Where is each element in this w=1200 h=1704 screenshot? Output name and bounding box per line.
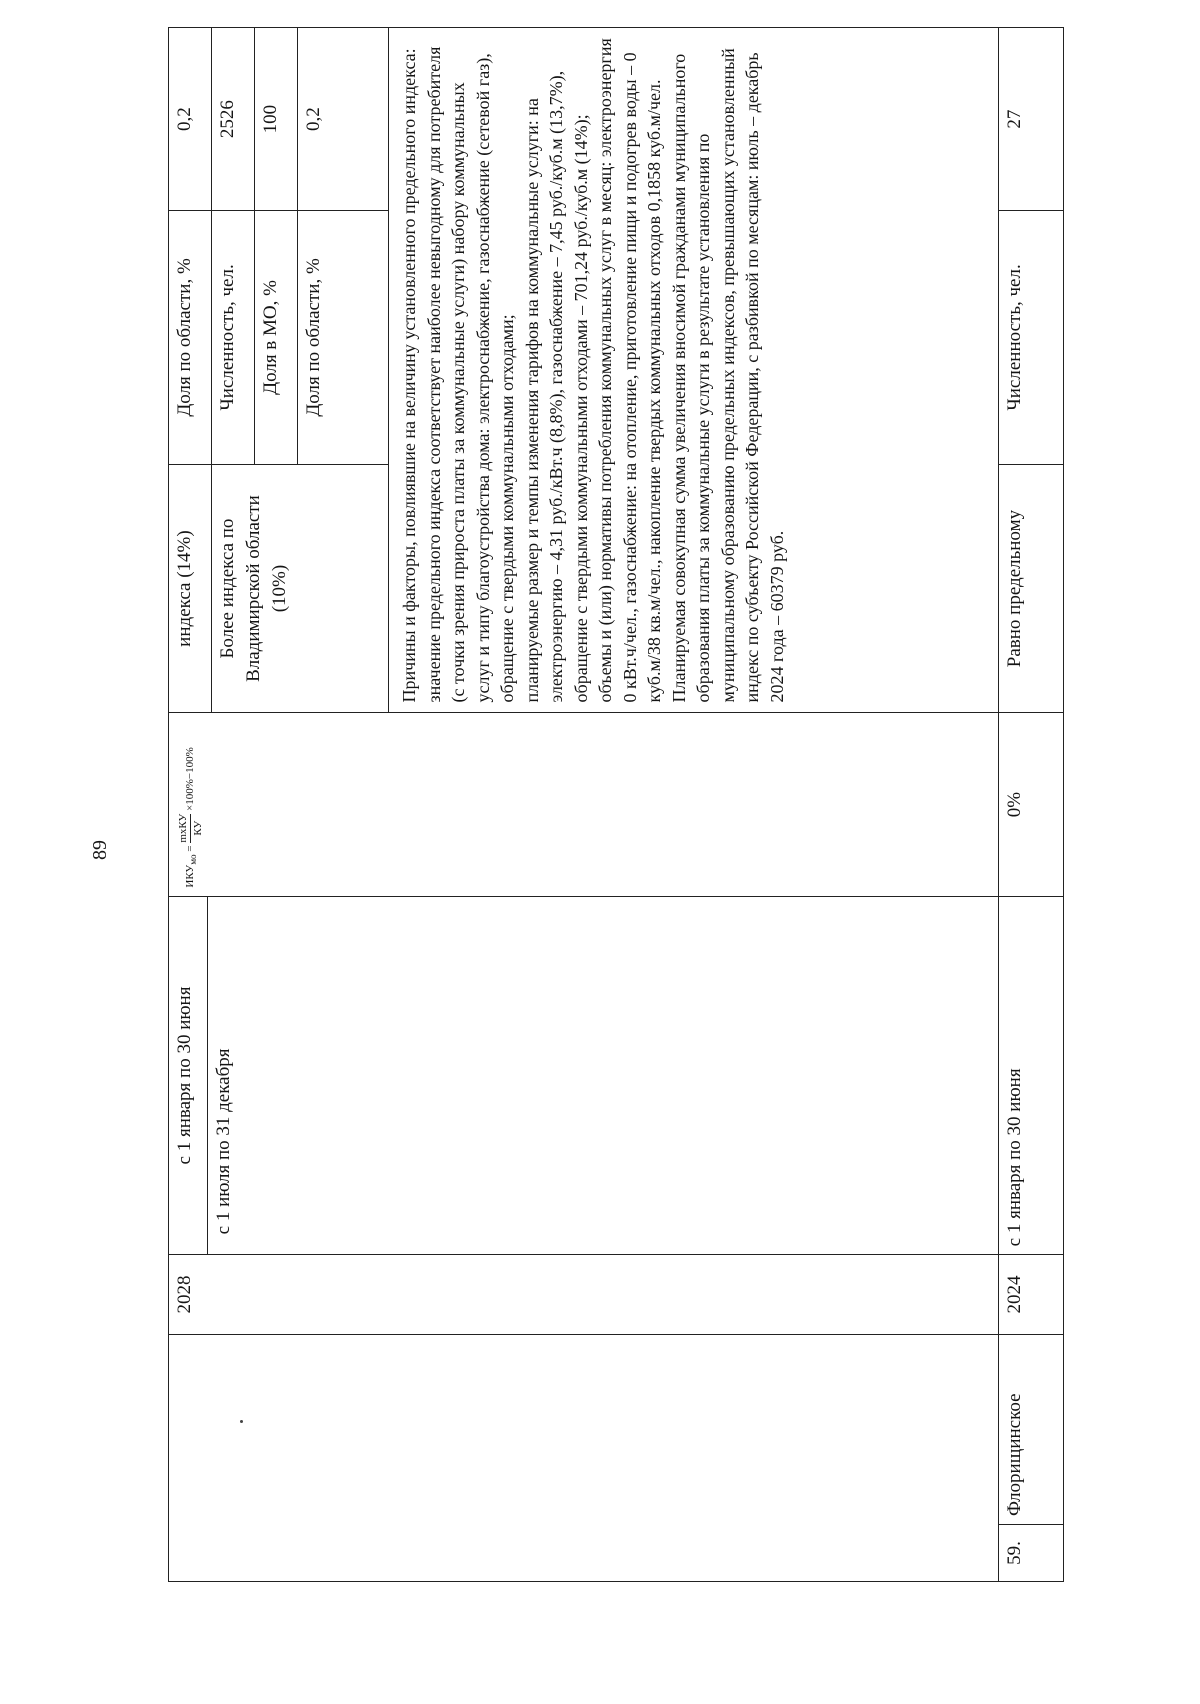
reason-paragraph: Планируемая совокупная сумма увеличения вносимой гражданами муниципального образования платы за коммунальные услуги в результате установления по муниципальному образованию предельных индексов, превышающих установленный индекс по субъекту Российской Федерации, с разбивкой по месяцам: июль – декабрь 2024 года – 60379 руб. [668, 48, 787, 703]
stat-label: Численность, чел. [212, 211, 255, 463]
cell-formula [169, 713, 999, 896]
cell-stat-label: Численность, чел. [999, 211, 1064, 464]
cell-name-empty [169, 1334, 999, 1581]
cell-row-number-and-name [999, 1334, 1064, 1581]
reason-paragraph: Причины и факторы, повлиявшие на величину установленного предельного индекса: [399, 48, 419, 703]
index-formula: $ИКУ_{мо}$ = mxКУ КУ ×100%−100% [177, 747, 204, 888]
municipal-index-table [168, 27, 1064, 1582]
table-row-2028-index [169, 28, 389, 1582]
rotated-table-wrapper [168, 27, 1063, 1582]
table-row-59 [999, 28, 1064, 1582]
stat-value: 2526 [212, 28, 255, 210]
cell-periods [169, 896, 999, 1255]
cell-year: 2028 [169, 1255, 999, 1334]
cell-year: 2024 [999, 1255, 1064, 1334]
stat-value: 100 [255, 28, 298, 210]
index-label-more: Более индекса по Владимирской области (10%) [212, 465, 389, 713]
cell-period: с 1 января по 30 июня [999, 896, 1064, 1255]
cell-reasons [389, 28, 999, 713]
period-first-half: с 1 января по 30 июня [169, 897, 208, 1255]
page-number: 89 [89, 840, 111, 860]
reason-paragraph: планируемые размер и темпы изменения тарифов на коммунальные услуги: на электроэнергию – 4,31 руб./кВт.ч (8,8%), газоснабжение – 7,45 руб./куб.м (13,7%), обращение с твердыми коммунальными отходами – 701,24 руб./куб.м (14%); [521, 70, 591, 703]
cell-index-label: Равно предельному [999, 464, 1064, 713]
municipality-name: Флорищинское [999, 1335, 1063, 1525]
period-second-half: с 1 июля по 31 декабря [208, 897, 999, 1255]
row-number: 59. [999, 1525, 1063, 1582]
stat-label: Доля в МО, % [255, 211, 298, 463]
reason-paragraph: значение предельного индекса соответствует наиболее невыгодному для потребителя (с точки зрения прироста платы за коммунальные услуги) набору коммунальных услуг и типу благоустройства дома: электроснабжение, газоснабжение (сетевой газ), обращение с твердыми коммунальными отходами; [423, 46, 517, 703]
cell-stat-value: 27 [999, 28, 1064, 211]
stat-value: 0,2 [298, 28, 389, 210]
stat-label: Доля по области, % [169, 211, 212, 463]
cell-stat-values [169, 28, 389, 211]
stat-label: Доля по области, % [298, 211, 389, 463]
cell-index-labels [169, 464, 389, 713]
index-label-top: индекса (14%) [169, 465, 212, 713]
cell-percent: 0% [999, 713, 1064, 896]
stat-value: 0,2 [169, 28, 212, 210]
reason-paragraph: объемы и (или) нормативы потребления коммунальных услуг в месяц: электроэнергия 0 кВт.ч/чел., газоснабжение: на отопление, приготовление пищи и подогрев воды – 0 куб.м/38 кв.м/чел., накопление твердых коммунальных отходов 0,1858 куб.м/чел. [595, 38, 664, 703]
periods-subtable [169, 897, 998, 1255]
cell-stat-labels [169, 211, 389, 464]
